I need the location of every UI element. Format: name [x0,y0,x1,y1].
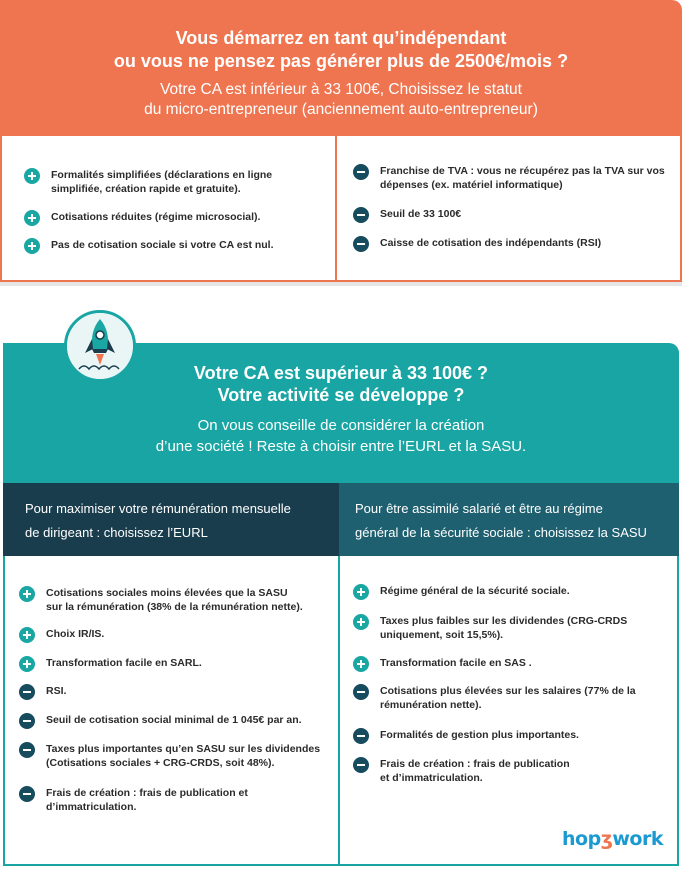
plus-icon [19,627,35,643]
eurl-header-line-1: Pour maximiser votre rémunération mensuelle [25,501,291,516]
item-text: sur la rémunération (38% de la rémunération nette). [46,601,303,613]
sasu-header-line-1: Pour être assimilé salarié et être au régime [355,501,603,516]
item-text: rémunération nette). [380,699,482,711]
eurl-header [3,483,339,556]
minus-icon [353,236,369,252]
minus-icon [353,207,369,223]
micro-entrepreneur-comparison [0,136,682,282]
list-item [24,210,260,226]
item-text: Pas de cotisation sociale si votre CA est nul. [51,239,274,251]
item-text: Régime général de la sécurité sociale. [380,585,570,597]
list-item [19,713,302,729]
list-item [353,656,532,672]
plus-icon [24,168,40,184]
plus-icon [24,210,40,226]
item-text: simplifiée, création rapide et gratuite). [51,183,241,195]
item-text: d’immatriculation. [46,801,137,813]
list-item [24,238,274,254]
logo-part-1: hop [562,828,601,850]
item-text: Cotisations sociales moins élevées que la SASU [46,587,288,599]
list-item [353,207,461,223]
list-item [353,164,665,192]
item-text: Formalités de gestion plus importantes. [380,729,579,741]
plus-icon [24,238,40,254]
item-text: Transformation facile en SARL. [46,657,202,669]
item-text: (Cotisations sociales + CRG-CRDS, soit 48%). [46,757,275,769]
item-text: Cotisations plus élevées sur les salaires (77% de la [380,685,636,697]
item-text: Transformation facile en SAS . [380,657,532,669]
company-headline-line-2: Votre activité se développe ? [217,385,465,405]
item-text: Formalités simplifiées (déclarations en ligne [51,169,273,181]
list-item [19,586,303,614]
top-subline-line-1: Votre CA est inférieur à 33 100€, Choisissez le statut [160,81,522,98]
item-text: Seuil de cotisation social minimal de 1 045€ par an. [46,714,302,726]
top-headline-line-1: Vous démarrez en tant qu’indépendant [175,28,507,48]
minus-icon [353,684,369,700]
minus-icon [19,713,35,729]
item-text: Cotisations réduites (régime microsocial). [51,211,261,223]
item-text: Frais de création : frais de publication [380,758,570,770]
item-text: Taxes plus importantes qu’en SASU sur les dividendes [46,743,321,755]
minus-icon [19,684,35,700]
minus-icon [353,757,369,773]
plus-icon [353,614,369,630]
plus-icon [19,586,35,602]
list-item [353,728,579,744]
company-subline [3,415,679,457]
eurl-header-line-2: de dirigeant : choisissez l’EURL [25,525,208,540]
list-item [353,684,636,712]
item-text: Seuil de 33 100€ [380,208,462,220]
top-subline [0,80,682,120]
micro-drawbacks-card [336,136,682,282]
item-text: Choix IR/IS. [46,628,105,640]
item-text: Caisse de cotisation des indépendants (RSI) [380,237,602,249]
list-item [19,742,320,770]
top-headline [0,27,682,73]
eurl-card [3,556,339,866]
list-item [353,614,627,642]
plus-icon [353,656,369,672]
minus-icon [19,742,35,758]
sasu-header-line-2: général de la sécurité sociale : choisissez la SASU [355,525,647,540]
item-text: et d’immatriculation. [380,772,483,784]
list-item [19,656,202,672]
item-text: uniquement, soit 15,5%). [380,629,504,641]
list-item [19,684,66,700]
list-item [19,786,248,814]
item-text: Frais de création : frais de publication et [46,787,248,799]
company-headline-line-1: Votre CA est supérieur à 33 100€ ? [193,363,489,383]
item-text: Taxes plus faibles sur les dividendes (CRG-CRDS [380,615,628,627]
item-text: Franchise de TVA : vous ne récupérez pas la TVA sur vos [380,165,665,177]
list-item [353,757,570,785]
item-text: RSI. [46,685,67,697]
company-subline-line-2: d’une société ! Reste à choisir entre l’EURL et la SASU. [155,438,527,455]
sasu-card [339,556,679,866]
logo-mark-icon: ʒ [600,828,613,850]
company-subline-line-1: On vous conseille de considérer la création [197,417,485,434]
hopwork-logo [562,828,663,850]
list-item [24,168,272,196]
sasu-header [339,483,679,556]
minus-icon [353,164,369,180]
plus-icon [19,656,35,672]
rocket-icon [64,310,136,382]
list-item [19,627,104,643]
item-text: dépenses (ex. matériel informatique) [380,179,563,191]
top-headline-line-2: ou vous ne pensez pas générer plus de 2500€/mois ? [113,51,569,71]
micro-advantages-card [0,136,336,282]
minus-icon [19,786,35,802]
list-item [353,584,570,600]
top-banner [0,0,682,136]
top-subline-line-2: du micro-entrepreneur (anciennement auto-entrepreneur) [144,101,538,118]
minus-icon [353,728,369,744]
list-item [353,236,601,252]
logo-part-2: work [612,828,663,850]
plus-icon [353,584,369,600]
